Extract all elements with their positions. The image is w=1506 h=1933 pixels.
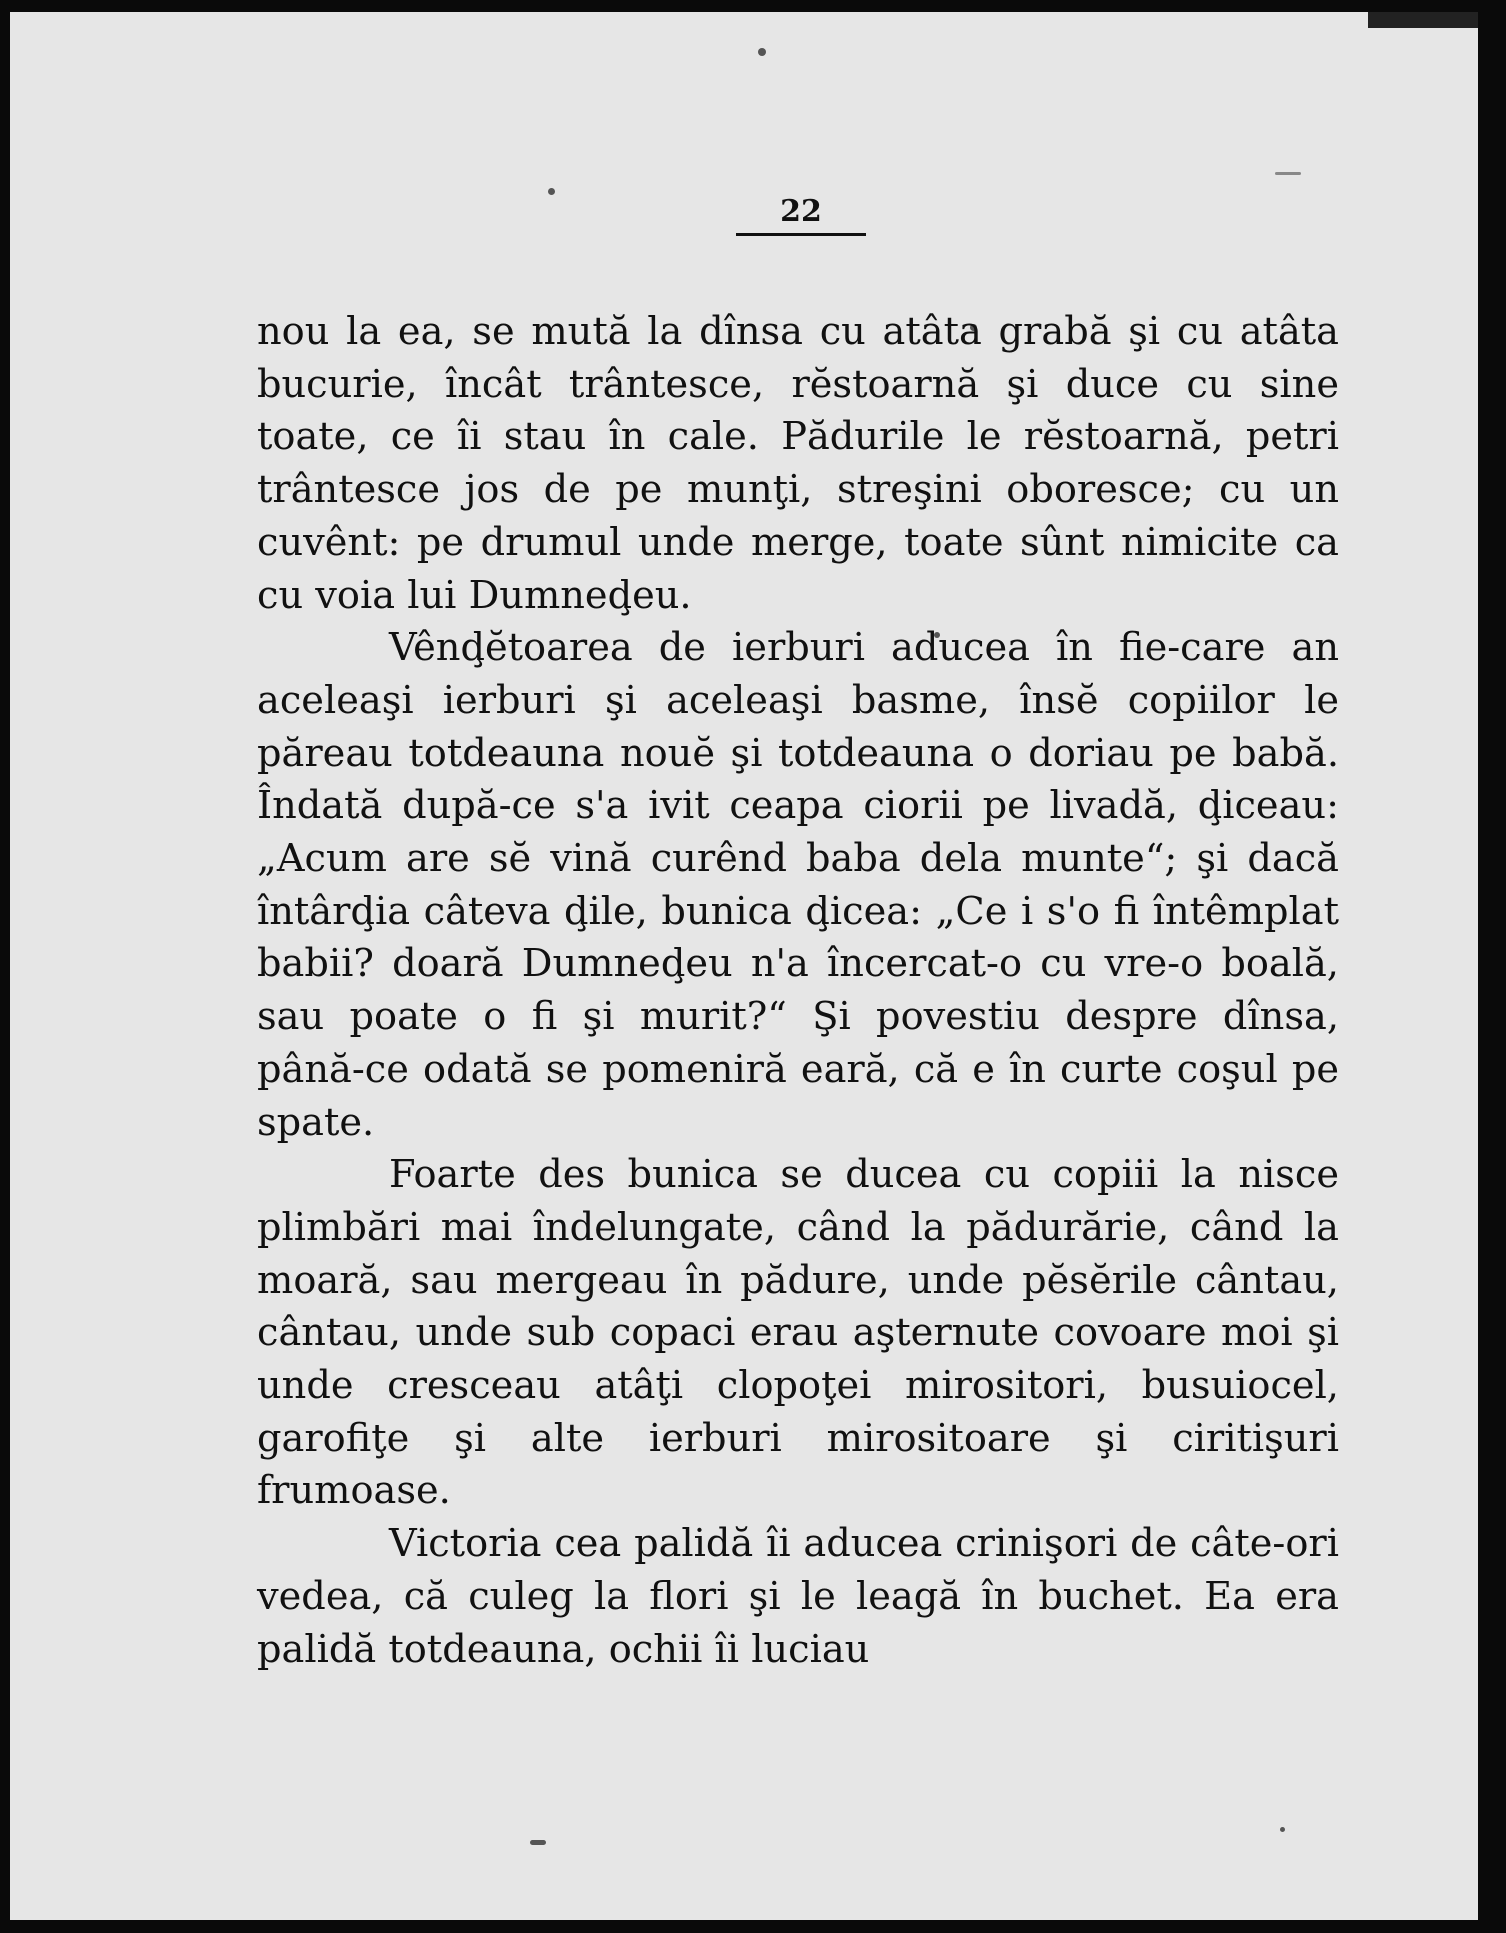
scan-speck [1280, 1827, 1285, 1832]
paragraph: nou la ea, se mută la dînsa cu atâta grabă şi cu atâta bucurie, încât trântesce, rĕstoarnă şi duce cu sine toate, ce îi stau în cale. Pădurile le rĕstoarnă, petri trântesce jos de pe munţi, streşini oboresce; cu un cuvênt: pe drumul unde merge, toate sûnt nimicite ca cu voia lui Dumneḑeu. [257, 309, 1339, 618]
scan-speck [1275, 172, 1301, 175]
scan-speck [758, 48, 766, 56]
scan-speck [548, 188, 555, 195]
page-number: 22 [736, 194, 866, 236]
body-text [257, 306, 1339, 1676]
paragraph: Foarte des bunica se ducea cu copiii la nisce plimbări mai îndelungate, când la pădurărie, când la moară, sau mergeau în pădure, unde pĕsĕrile cântau, cântau, unde sub copaci erau aşternute covoare moi şi unde cresceau atâţi clopoţei mirositori, busuiocel, garofiţe şi alte ierburi mirositoare şi ciritişuri frumoase. [257, 1152, 1339, 1514]
paragraph: Victoria cea palidă îi aducea crinişori de câte-ori vedea, că culeg la flori şi le leagă în buchet. Ea era palidă totdeauna, ochii îi luciau [257, 1521, 1339, 1672]
scan-speck [530, 1840, 546, 1845]
book-page [10, 12, 1478, 1920]
paragraph: Vênḑĕtoarea de ierburi aducea în fie-care an aceleaşi ierburi şi aceleaşi basme, însĕ copiilor le păreau totdeauna nouĕ şi totdeauna o doriau pe babă. Îndată după-ce s'a ivit ceapa ciorii pe livadă, ḑiceau: „Acum are sĕ vină curênd baba dela munte“; şi dacă întârḑia câteva ḑile, bunica ḑicea: „Ce i s'o fi întêmplat babii? doară Dumneḑeu n'a încercat-o cu vre-o boală, sau poate o fi şi murit?“ Şi povestiu despre dînsa, până-ce odată se pomeniră eară, că e în curte coşul pe spate. [257, 625, 1339, 1145]
scan-tape-mark [1368, 12, 1478, 28]
